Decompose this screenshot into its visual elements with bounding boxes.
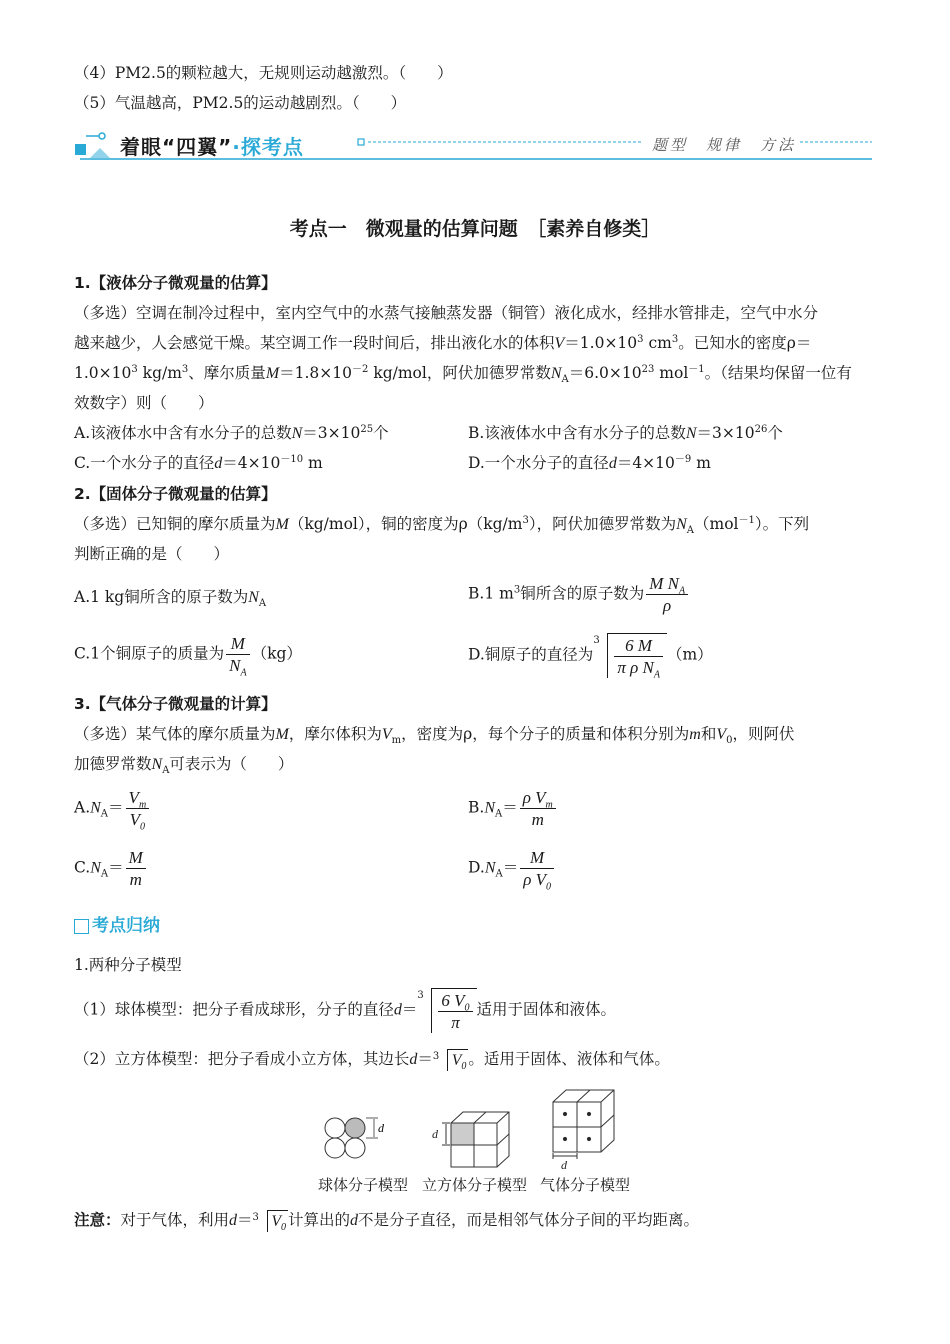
q3-line1: （多选）某气体的摩尔质量为M，摩尔体积为$V_m$，密度为ρ，每个分子的质量和体积分别为m和$V_0$，则阿伏 <box>74 725 795 747</box>
sphere-model-drawing <box>325 1118 385 1158</box>
q3-option-d[interactable]: $D.N_A=$ $\frac{M}{\rho V_0}$ <box>468 847 556 890</box>
q3-option-a[interactable]: $A.N_A=$ $\frac{V_m}{V_0}$ <box>74 787 151 830</box>
section-title: 考点一 微观量的估算问题 ［素养自修类］ <box>289 218 661 240</box>
statement-5: （5）气温越高，PM2.5的运动越剧烈。（ ） <box>74 94 407 112</box>
q1-line4: 效数字）则（ ） <box>74 394 214 412</box>
q1-option-d[interactable]: D.一个水分子的直径$d=4\times 10^{-9}$ m <box>468 453 711 472</box>
sphere-model-text: （1）球体模型：把分子看成球形，分子的直径d＝ 3 $\frac{6 V_0}{\pi}$ 适用于固体和液体。 <box>74 990 617 1032</box>
caption-gas: 气体分子模型 <box>540 1176 631 1194</box>
banner-title-dot: · <box>232 135 241 159</box>
q2-option-a[interactable]: A.1 kg铜所含的原子数为$N_A$ <box>74 588 267 610</box>
caption-sphere: 球体分子模型 <box>318 1176 409 1194</box>
q2-line2: 判断正确的是（ ） <box>74 545 230 563</box>
gas-model-drawing <box>553 1090 614 1170</box>
banner-title-c: 探考点 <box>240 135 304 159</box>
models-diagram <box>310 1086 650 1170</box>
q1-option-b[interactable]: B.该液体水中含有水分子的总数$N=3\times 10^{26}$个 <box>468 423 783 442</box>
cube-model-drawing <box>432 1112 509 1167</box>
summary-heading-1: 1.两种分子模型 <box>74 956 182 974</box>
note-text: 注意：对于气体，利用d＝ 3 $V_0$ 计算出的d不是分子直径，而是相邻气体分子间的平均距离。 <box>74 1211 700 1234</box>
q1-line2: 越来越少，人会感觉干燥。某空调工作一段时间后，排出液化水的体积$V=1.0\times 10^3$ $cm^3$。已知水的密度ρ＝ <box>74 333 812 352</box>
q3-option-b[interactable]: $B.N_A=$ $\frac{\rho V_m}{m}$ <box>468 787 558 830</box>
q2-option-b[interactable]: B.1 $m^3$铜所含的原子数为 $\frac{M N_A}{\rho}$ <box>468 573 690 616</box>
q3-option-c[interactable]: $C.N_A=$ $\frac{M}{m}$ <box>74 847 148 890</box>
checkbox-square-icon <box>74 919 89 934</box>
summary-title: 考点归纳 <box>92 916 160 936</box>
caption-cube: 立方体分子模型 <box>422 1176 528 1194</box>
q2-option-d[interactable]: D.铜原子的直径为 3 $\frac{6 M}{\pi \rho N_A}$ （m） <box>468 635 713 681</box>
banner-title-a: 着眼 <box>120 135 162 159</box>
q1-line1: （多选）空调在制冷过程中，室内空气中的水蒸气接触蒸发器（铜管）液化成水，经排水管排走，空气中水分 <box>74 304 819 322</box>
statement-4: （4）PM2.5的颗粒越大，无规则运动越激烈。（ ） <box>74 64 453 82</box>
q3-heading: 3.【气体分子微观量的计算】 <box>74 695 277 713</box>
q1-option-c[interactable]: C.一个水分子的直径$d=4\times 10^{-10}$ m <box>74 453 323 472</box>
q1-line3: $1.0\times 10^3$ $kg/m^3$、摩尔质量$M=1.8\times 10^{-2}$ kg/mol，阿伏加德罗常数$N_A=6.0\times 10^{23}$ mol$^{-1}$。（结果均保留一位有 <box>74 363 852 386</box>
cube-d-label: d <box>432 1127 438 1141</box>
q2-option-c[interactable]: C.1个铜原子的质量为 $\frac{M}{N_A}$ （kg） <box>74 634 302 679</box>
banner-right-text: 题型 规律 方法 <box>652 136 797 154</box>
molecule-models-figure <box>310 1086 650 1196</box>
cube-model-text: （2）立方体模型：把分子看成小立方体，其边长d＝ 3 $V_0$ 。适用于固体、液体和气体。 <box>74 1050 670 1073</box>
q1-heading: 1.【液体分子微观量的估算】 <box>74 274 277 292</box>
q2-heading: 2.【固体分子微观量的估算】 <box>74 485 277 503</box>
summary-header <box>74 911 160 936</box>
banner-title-b: “四翼” <box>162 135 233 159</box>
q3-line2: 加德罗常数$N_A$可表示为（ ） <box>74 755 294 777</box>
gas-d-label: d <box>561 1158 567 1170</box>
q2-line1: （多选）已知铜的摩尔质量为M（kg/mol），铜的密度为$\rho(kg/m^3)$，阿伏加德罗常数为$N_A(mol^{-1})$。下列 <box>74 514 810 537</box>
sphere-d-label: d <box>378 1121 384 1135</box>
section-banner <box>72 128 872 164</box>
q1-option-a[interactable]: A.该液体水中含有水分子的总数$N=3\times 10^{25}$个 <box>74 423 389 442</box>
